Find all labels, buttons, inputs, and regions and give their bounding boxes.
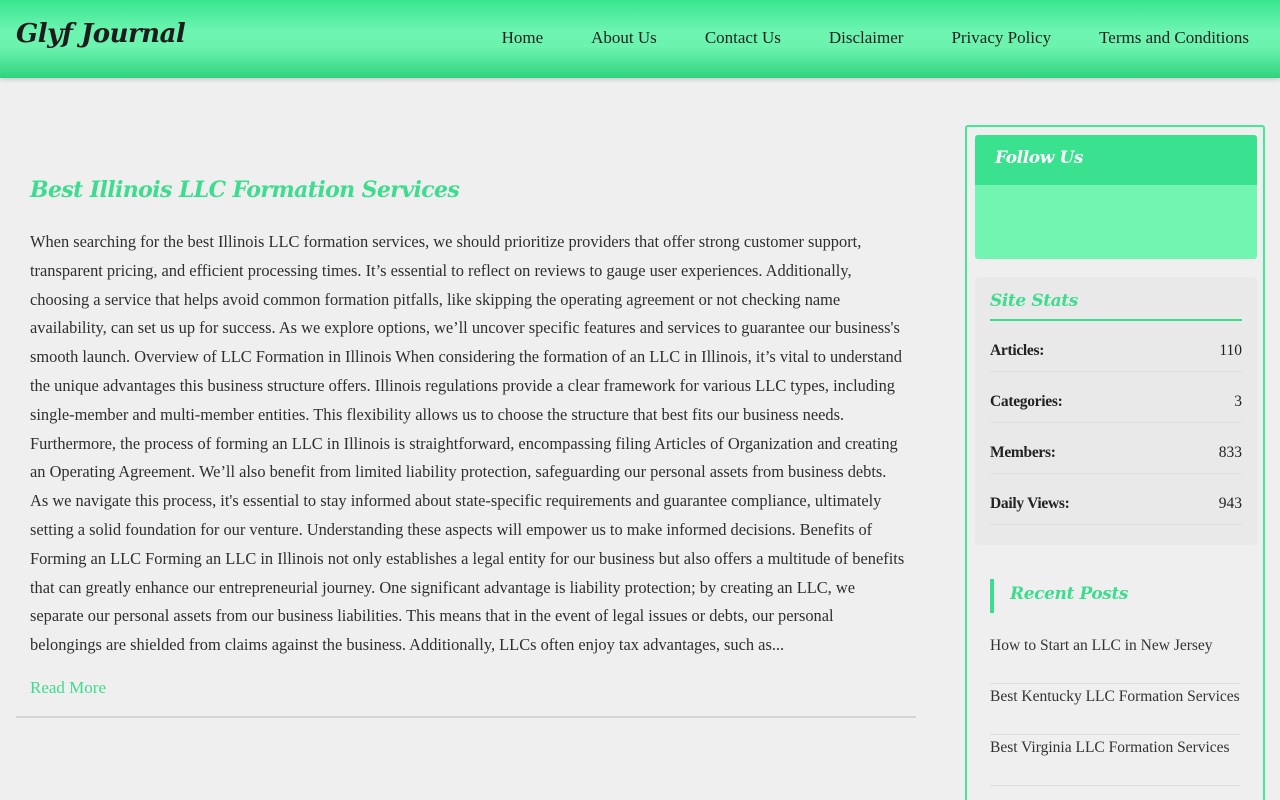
- article-title[interactable]: Best Illinois LLC Formation Services: [30, 177, 460, 203]
- stat-value: 3: [1234, 393, 1242, 410]
- site-stats-title: Site Stats: [990, 291, 1242, 321]
- stat-row-categories: [990, 372, 1242, 423]
- nav-privacy-policy[interactable]: Privacy Policy: [951, 28, 1052, 47]
- follow-us-widget: [975, 135, 1257, 259]
- recent-post-link[interactable]: How to Start an LLC in New Jersey: [990, 633, 1240, 684]
- stat-label: Articles:: [990, 342, 1045, 359]
- stat-value: 943: [1218, 495, 1242, 512]
- nav-contact-us[interactable]: Contact Us: [704, 28, 781, 47]
- follow-us-title: Follow Us: [975, 135, 1257, 185]
- nav-home[interactable]: Home: [501, 28, 544, 47]
- article-card: [16, 170, 916, 718]
- nav-about-us[interactable]: About Us: [591, 28, 657, 47]
- site-stats-widget: [975, 277, 1257, 545]
- recent-posts-list: [990, 633, 1240, 786]
- nav-disclaimer[interactable]: Disclaimer: [828, 28, 904, 47]
- nav-terms-and-conditions[interactable]: Terms and Conditions: [1099, 28, 1249, 47]
- stat-value: 110: [1219, 342, 1242, 359]
- stat-row-articles: [990, 321, 1242, 372]
- stat-label: Categories:: [990, 393, 1063, 410]
- stat-value: 833: [1218, 444, 1242, 461]
- stat-row-daily-views: [990, 474, 1242, 525]
- recent-post-link[interactable]: Best Kentucky LLC Formation Services: [990, 684, 1240, 735]
- stat-row-members: [990, 423, 1242, 474]
- stat-label: Members:: [990, 444, 1056, 461]
- recent-posts-widget: [975, 579, 1255, 786]
- recent-posts-title: Recent Posts: [990, 579, 1240, 613]
- site-header: [0, 0, 1280, 78]
- stat-label: Daily Views:: [990, 495, 1070, 512]
- sidebar: [965, 125, 1265, 800]
- read-more-link[interactable]: Read More: [30, 677, 107, 697]
- main-nav: [502, 28, 1249, 48]
- site-logo[interactable]: Glyf Journal: [16, 19, 186, 49]
- article-excerpt: When searching for the best Illinois LLC formation services, we should prioritize providers that offer strong customer support, transparent pricing, and efficient processing times. It’s essential to reflect on reviews to gauge user experiences. Additionally, choosing a service that helps avoid common formation pitfalls, like skipping the operating agreement or not checking name availability, can set us up for success. As we explore options, we’ll uncover specific features and services to guarantee our business's smooth launch. Overview of LLC Formation in Illinois When considering the formation of an LLC in Illinois, it’s vital to understand the unique advantages this business structure offers. Illinois regulations provide a clear framework for various LLC types, including single-member and multi-member entities. This flexibility allows us to choose the structure that best fits our business needs. Furthermore, the process of forming an LLC in Illinois is straightforward, encompassing filing Articles of Organization and creating an Operating Agreement. We’ll also benefit from limited liability protection, safeguarding our personal assets from business debts. As we navigate this process, it's essential to stay informed about state-specific requirements and guarantee compliance, ultimately setting a solid foundation for our venture. Understanding these aspects will empower us to make informed decisions. Benefits of Forming an LLC Forming an LLC in Illinois not only establishes a legal entity for our business but also offers a multitude of benefits that can greatly enhance our entrepreneurial journey. One significant advantage is liability protection; by creating an LLC, we separate our personal assets from our business liabilities. This means that in the event of legal issues or debts, our personal belongings are shielded from claims against the business. Additionally, LLCs often enjoy tax advantages, such as...: [30, 232, 905, 655]
- recent-post-link[interactable]: Best Virginia LLC Formation Services: [990, 735, 1240, 786]
